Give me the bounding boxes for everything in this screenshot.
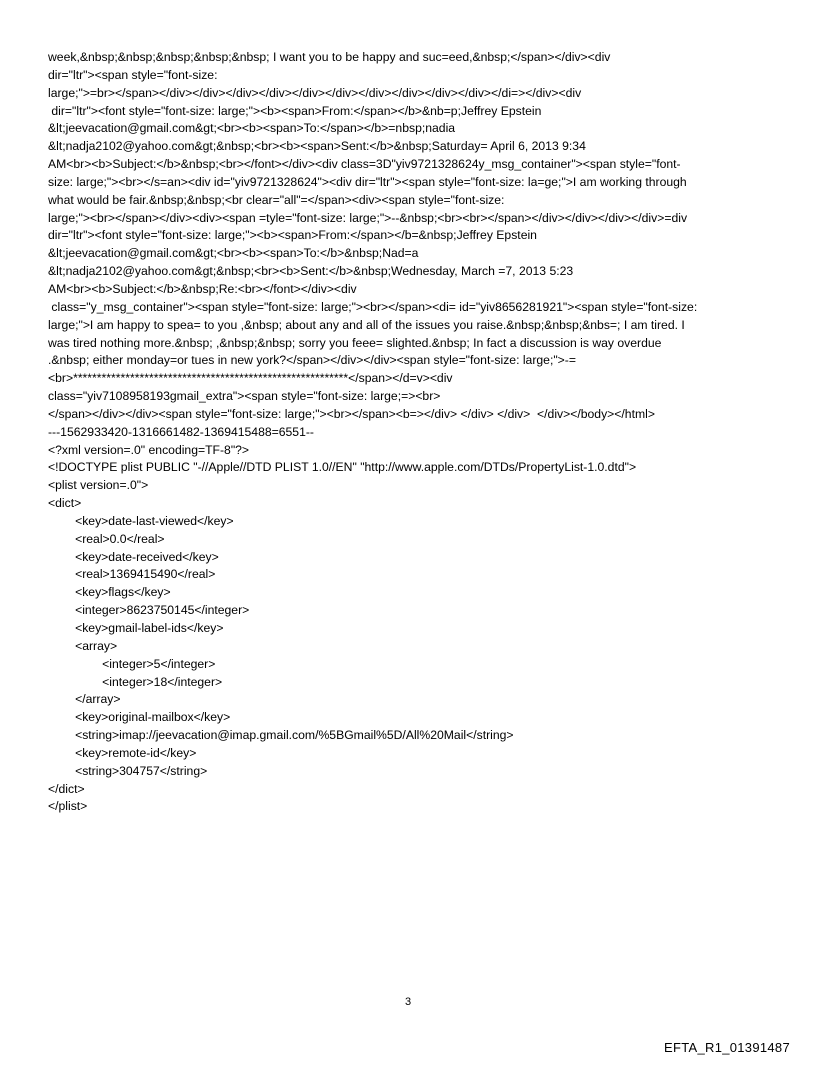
- text-line: large;">I am happy to spea= to you ,&nbsp; about any and all of the issues you raise.&nbsp;&nbsp;&nbs=; I am tired. I: [48, 317, 685, 332]
- text-line: <key>flags</key>: [48, 585, 171, 600]
- text-line: AM<br><b>Subject:</b>&nbsp;<br></font></div><div class=3D"yiv9721328624y_msg_container"><span style="font-: [48, 157, 681, 172]
- text-line: <string>imap://jeevacation@imap.gmail.com/%5BGmail%5D/All%20Mail</string>: [48, 728, 514, 743]
- text-line: <key>original-mailbox</key>: [48, 710, 231, 725]
- text-line: ---1562933420-1316661482-1369415488=6551--: [48, 424, 314, 439]
- text-line: dir="ltr"><font style="font-size: large;"><b><span>From:</span></b>&nb=p;Jeffrey Epstein: [48, 103, 542, 118]
- text-line: </span></div></div><span style="font-size: large;"><br></span><b=></div> </div> </div> </div></body></html>: [48, 406, 655, 421]
- text-line: large;"><br></span></div><div><span =tyle="font-size: large;">--&nbsp;<br><br></span></div></div></div></div>=div: [48, 210, 688, 225]
- text-line: <key>date-last-viewed</key>: [48, 513, 234, 528]
- text-line: <!DOCTYPE plist PUBLIC "-//Apple//DTD PLIST 1.0//EN" "http://www.apple.com/DTDs/PropertyList-1.0.dtd">: [48, 460, 637, 475]
- text-line: <key>remote-id</key>: [48, 745, 197, 760]
- text-line: <dict>: [48, 496, 82, 511]
- text-line: dir="ltr"><span style="font-size:: [48, 67, 218, 82]
- text-line: class="y_msg_container"><span style="font-size: large;"><br></span><di= id="yiv8656281921"><span style="font-size:: [48, 299, 698, 314]
- text-line: &lt;nadja2102@yahoo.com&gt;&nbsp;<br><b><span>Sent:</b>&nbsp;Saturday= April 6, 2013 9:34: [48, 139, 586, 154]
- text-line: &lt;jeevacation@gmail.com&gt;<br><b><span>To:</span></b>=nbsp;nadia: [48, 121, 456, 136]
- text-line: <integer>8623750145</integer>: [48, 603, 250, 618]
- text-line: class="yiv7108958193gmail_extra"><span style="font-size: large;=><br>: [48, 389, 441, 404]
- text-line: size: large;"><br></s=an><div id="yiv9721328624"><div dir="ltr"><span style="font-size: la=ge;">I am working through: [48, 174, 687, 189]
- document-body: [48, 49, 788, 816]
- text-line: <plist version=.0">: [48, 478, 149, 493]
- text-line: <br>**********************************************************</span></d=v><div: [48, 371, 453, 386]
- text-line: <integer>5</integer>: [48, 656, 216, 671]
- text-line: <key>gmail-label-ids</key>: [48, 621, 224, 635]
- text-line: &lt;nadja2102@yahoo.com&gt;&nbsp;<br><b>Sent:</b>&nbsp;Wednesday, March =7, 2013 5:23: [48, 264, 574, 279]
- text-line: <?xml version=.0" encoding=TF-8"?>: [48, 442, 250, 457]
- text-line: <string>304757</string>: [48, 763, 208, 778]
- document-id-footer: EFTA_R1_01391487: [664, 1040, 790, 1055]
- text-line: <key>date-received</key>: [48, 549, 219, 564]
- text-line: </plist>: [48, 799, 88, 814]
- text-line: week,&nbsp;&nbsp;&nbsp;&nbsp;&nbsp; I want you to be happy and suc=eed,&nbsp;</span></div><div: [48, 50, 611, 64]
- text-line: was tired nothing more.&nbsp; ,&nbsp;&nbsp; sorry you feee= slighted.&nbsp; In fact a discussion is way overdue: [48, 335, 662, 350]
- text-line: dir="ltr"><font style="font-size: large;"><b><span>From:</span></b=&nbsp;Jeffrey Epstein: [48, 228, 537, 243]
- text-line: .&nbsp; either monday=or tues in new york?</span></div></div><span style="font-size: large;">-=: [48, 353, 576, 368]
- text-line: <array>: [48, 638, 118, 653]
- text-line: AM<br><b>Subject:</b>&nbsp;Re:<br></font></div><div: [48, 281, 357, 296]
- text-line: </dict>: [48, 781, 85, 796]
- text-line: large;">=br></span></div></div></div></div></div></div></div></div></div></div></di=></div><div: [48, 85, 582, 100]
- text-line: what would be fair.&nbsp;&nbsp;<br clear="all"=</span><div><span style="font-size:: [48, 192, 505, 207]
- text-line: &lt;jeevacation@gmail.com&gt;<br><b><span>To:</b>&nbsp;Nad=a: [48, 246, 419, 261]
- text-line: <real>0.0</real>: [48, 531, 165, 546]
- page-number: 3: [404, 996, 412, 1008]
- text-line: </array>: [48, 692, 121, 707]
- text-line: <integer>18</integer>: [48, 674, 223, 689]
- text-line: <real>1369415490</real>: [48, 567, 216, 582]
